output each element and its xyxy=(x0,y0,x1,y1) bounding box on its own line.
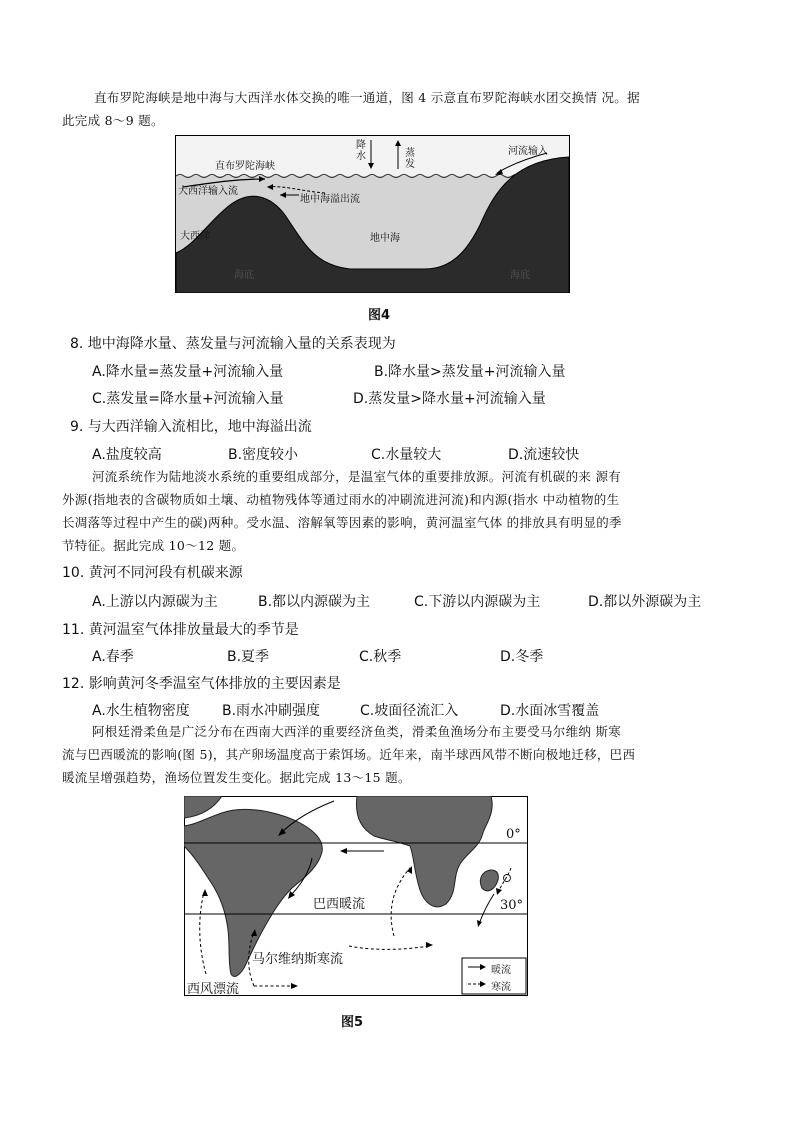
figure-5-caption: 图5 xyxy=(341,1015,364,1030)
question-12-option-b[interactable]: B.雨水冲刷强度 xyxy=(222,703,321,719)
fig4-river-label: 河流输入 xyxy=(508,146,548,157)
question-9-option-a[interactable]: A.盐度较高 xyxy=(92,447,162,463)
intro-3-line-3: 暖流呈增强趋势，渔场位置发生变化。据此完成 13～15 题。 xyxy=(62,770,411,785)
question-11-option-b[interactable]: B.夏季 xyxy=(227,649,270,665)
question-8-option-a[interactable]: A.降水量=蒸发量+河流输入量 xyxy=(92,364,284,380)
question-9-option-b[interactable]: B.密度较小 xyxy=(228,447,299,463)
question-8-option-c[interactable]: C.蒸发量=降水量+河流输入量 xyxy=(92,391,284,407)
question-11-option-a[interactable]: A.春季 xyxy=(92,649,134,665)
intro-3-line-2: 流与巴西暖流的影响(图 5)，其产卵场温度高于索饵场。近年来，南半球西风带不断向极地迁移，巴西 xyxy=(62,747,636,762)
question-10-option-d[interactable]: D.都以外源碳为主 xyxy=(588,594,702,610)
intro-2-line-1: 河流系统作为陆地淡水系统的重要组成部分，是温室气体的重要排放源。河流有机碳的来 源有 xyxy=(92,469,622,484)
question-12-stem: 12. 影响黄河冬季温室气体排放的主要因素是 xyxy=(62,676,341,692)
fig5-malvinas-current-label: 马尔维纳斯寒流 xyxy=(252,952,344,967)
fig5-legend-cold: 寒流 xyxy=(491,982,511,993)
fig5-lat0-label: 0° xyxy=(506,827,521,842)
fig4-atlantic-label: 大西洋 xyxy=(180,231,210,242)
question-11-option-d[interactable]: D.冬季 xyxy=(500,649,544,665)
intro-paragraph-2 xyxy=(62,465,762,557)
question-10-option-a[interactable]: A.上游以内源碳为主 xyxy=(92,594,218,610)
fig5-legend-warm: 暖流 xyxy=(491,965,511,976)
question-11-stem: 11. 黄河温室气体排放量最大的季节是 xyxy=(62,622,299,638)
fig4-atlantic-inflow-label: 大西洋输入流 xyxy=(178,186,238,197)
intro-1-line-1: 直布罗陀海峡是地中海与大西洋水体交换的唯一通道，图 4 示意直布罗陀海峡水团交换情 况。据 xyxy=(94,90,640,105)
intro-paragraph-3 xyxy=(62,720,762,789)
question-10-stem: 10. 黄河不同河段有机碳来源 xyxy=(62,565,243,581)
intro-3-line-1: 阿根廷滑柔鱼是广泛分布在西南大西洋的重要经济鱼类，滑柔鱼渔场分布主要受马尔维纳 斯寒 xyxy=(92,724,622,739)
fig5-lat30-label: 30° xyxy=(500,898,524,913)
intro-2-line-4: 节特征。据此完成 10～12 题。 xyxy=(62,538,245,553)
fig4-strait-label: 直布罗陀海峡 xyxy=(215,161,275,172)
question-9-stem: 9. 与大西洋输入流相比，地中海溢出流 xyxy=(70,419,312,435)
question-12-option-c[interactable]: C.坡面径流汇入 xyxy=(360,703,459,719)
question-9-option-d[interactable]: D.流速较快 xyxy=(508,447,580,463)
question-11-option-c[interactable]: C.秋季 xyxy=(359,649,402,665)
figure-4-caption: 图4 xyxy=(368,308,391,323)
intro-2-line-2: 外源(指地表的含碳物质如土壤、动植物残体等通过雨水的冲刷流进河流)和内源(指水 中动植物的生 xyxy=(62,492,620,507)
intro-2-line-3: 长凋落等过程中产生的碳)两种。受水温、溶解氧等因素的影响，黄河温室气体 的排放具有明显的季 xyxy=(62,515,622,530)
question-8-option-b[interactable]: B.降水量>蒸发量+河流输入量 xyxy=(374,364,566,380)
fig4-precip-label: 降水 xyxy=(356,140,366,162)
fig5-west-wind-drift-label: 西风漂流 xyxy=(187,982,240,997)
intro-1-line-2: 此完成 8～9 题。 xyxy=(62,113,164,128)
question-12-option-a[interactable]: A.水生植物密度 xyxy=(92,703,190,719)
fig4-seabed-right: 海底 xyxy=(510,270,530,281)
question-8-stem: 8. 地中海降水量、蒸发量与河流输入量的关系表现为 xyxy=(70,336,396,352)
question-9-option-c[interactable]: C.水量较大 xyxy=(371,447,442,463)
question-10-option-b[interactable]: B.都以内源碳为主 xyxy=(258,594,371,610)
question-10-option-c[interactable]: C.下游以内源碳为主 xyxy=(414,594,541,610)
question-12-option-d[interactable]: D.水面冰雪覆盖 xyxy=(500,703,600,719)
fig4-seabed-left: 海底 xyxy=(234,270,254,281)
question-8-option-d[interactable]: D.蒸发量>降水量+河流输入量 xyxy=(353,391,546,407)
fig4-med-label: 地中海 xyxy=(370,233,400,244)
intro-paragraph-1 xyxy=(62,86,752,132)
fig4-evap-label: 蒸发 xyxy=(405,148,415,170)
fig4-med-outflow-label: 地中海溢出流 xyxy=(300,194,360,205)
fig5-brazil-current-label: 巴西暖流 xyxy=(313,897,366,912)
